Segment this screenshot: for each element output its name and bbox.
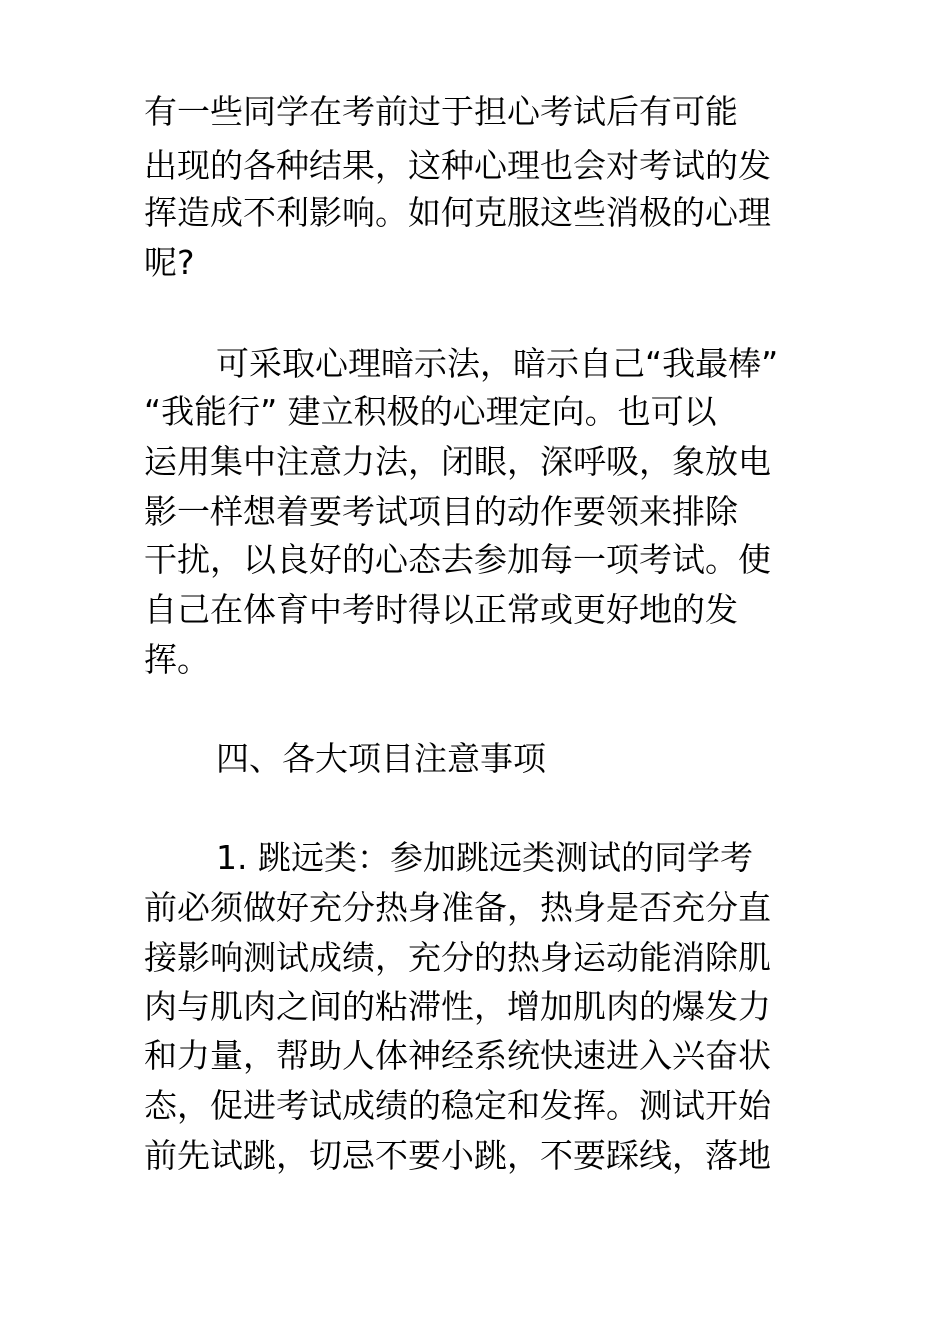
paragraph-2-line-3: 运用集中注意力法，闭眼，深呼吸，象放电: [144, 442, 771, 481]
paragraph-3-line-2: 前必须做好充分热身准备，热身是否充分直: [144, 888, 771, 927]
paragraph-1-line-4: 呢?: [144, 243, 195, 282]
paragraph-1-line-1: 有一些同学在考前过于担心考试后有可能: [144, 92, 738, 131]
section-heading: 四、各大项目注意事项: [216, 739, 546, 778]
paragraph-1-line-2: 出现的各种结果，这种心理也会对考试的发: [144, 146, 771, 185]
paragraph-3-line-3: 接影响测试成绩，充分的热身运动能消除肌: [144, 938, 771, 977]
paragraph-3-line-4: 肉与肌肉之间的粘滞性，增加肌肉的爆发力: [144, 987, 771, 1026]
paragraph-3-line-6: 态，促进考试成绩的稳定和发挥。测试开始: [144, 1086, 771, 1125]
paragraph-2-line-2: “我能行” 建立积极的心理定向。也可以: [144, 392, 717, 431]
paragraph-3-line-1: 1. 跳远类：参加跳远类测试的同学考: [216, 838, 753, 877]
paragraph-3-line-7: 前先试跳，切忌不要小跳，不要踩线，落地: [144, 1136, 771, 1175]
paragraph-2-line-1: 可采取心理暗示法，暗示自己“我最棒”: [216, 344, 779, 383]
paragraph-2-line-7: 挥。: [144, 640, 210, 679]
paragraph-1-line-3: 挥造成不利影响。如何克服这些消极的心理: [144, 193, 771, 232]
paragraph-3-line-5: 和力量，帮助人体神经系统快速进入兴奋状: [144, 1036, 771, 1075]
paragraph-2-line-6: 自己在体育中考时得以正常或更好地的发: [144, 590, 738, 629]
paragraph-2-line-5: 干扰，以良好的心态去参加每一项考试。使: [144, 540, 771, 579]
paragraph-2-line-4: 影一样想着要考试项目的动作要领来排除: [144, 492, 738, 531]
